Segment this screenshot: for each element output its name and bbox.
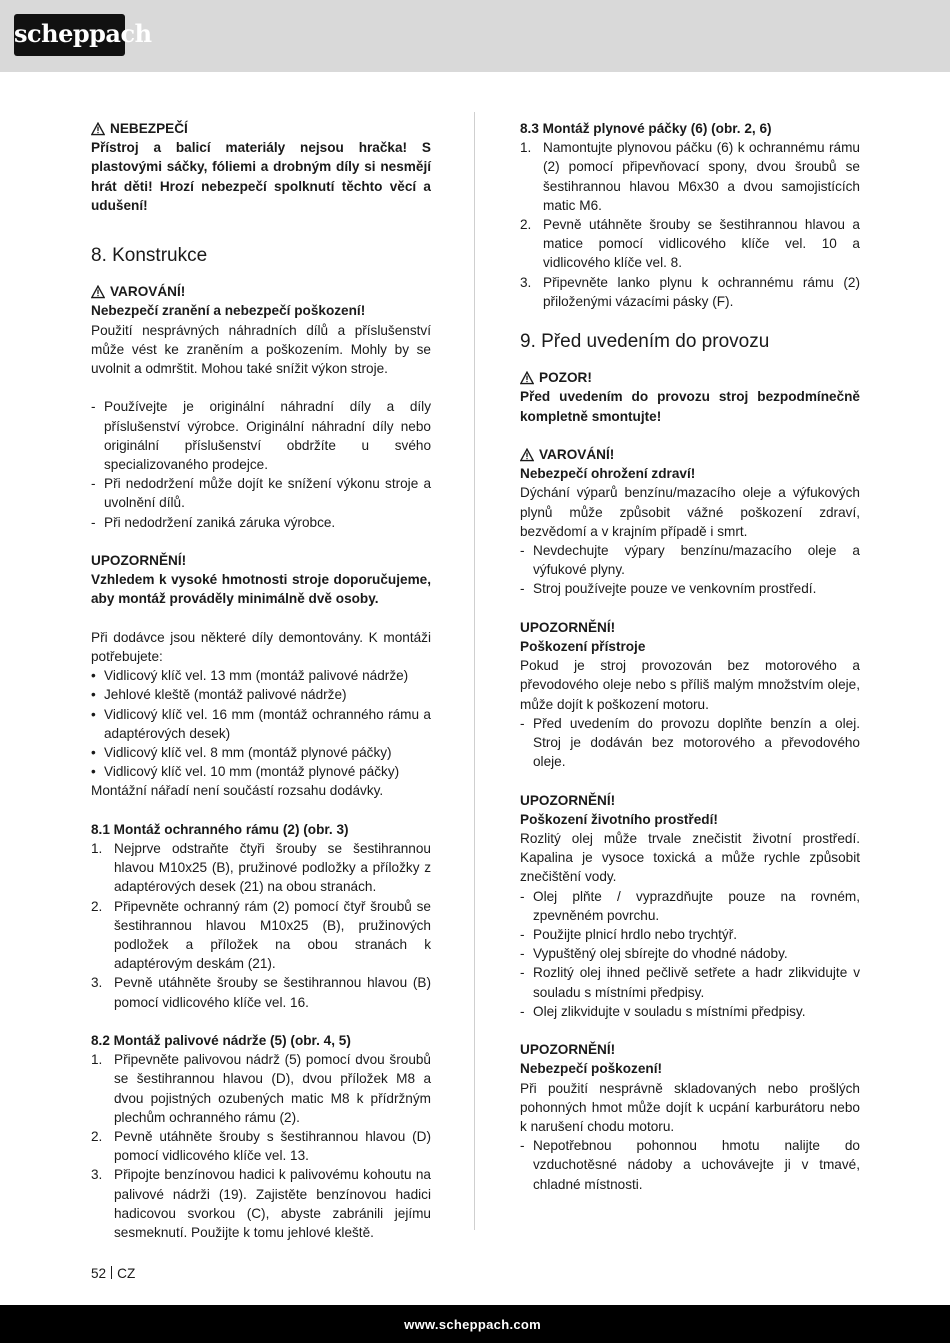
section-8-3 [520, 119, 860, 311]
footer-separator [111, 1266, 112, 1279]
column-divider [474, 112, 475, 1230]
caution-block [520, 368, 860, 426]
danger-heading: NEBEZPEČÍ [110, 121, 188, 136]
warning-triangle-icon [91, 285, 105, 299]
scheppach-logo[interactable]: scheppach [14, 14, 125, 56]
notice-subheading: Poškození přístroje [520, 639, 646, 655]
list-item: • Vidlicový klíč vel. 8 mm (montáž plynové páčky) [91, 745, 392, 761]
list-item: • Vidlicový klíč vel. 13 mm (montáž palivové nádrže) [91, 668, 409, 684]
bottom-bar [0, 1305, 950, 1343]
section-8-1 [91, 820, 431, 1012]
list-item: - Rozlitý olej ihned pečlivě setřete a hadr zlikvidujte v souladu s místními předpisy. [520, 965, 860, 1000]
list-item: - Stroj používejte pouze ve venkovním prostředí. [520, 581, 817, 597]
warning-subheading: Nebezpečí ohrožení zdraví! [520, 466, 696, 482]
notice-text: Vzhledem k vysoké hmotnosti stroje doporučujeme, aby montáž prováděly minimálně dvě osoby. [91, 572, 431, 607]
website-link[interactable]: www.scheppach.com [404, 1317, 541, 1332]
left-column [91, 119, 431, 1261]
health-warning-block [520, 445, 860, 599]
notice-environment-block [520, 791, 860, 1021]
warning-triangle-icon [91, 122, 105, 136]
parts-dash-list [91, 397, 431, 531]
list-item: 3. Pevně utáhněte šrouby se šestihrannou hlavou (B) pomocí vidlicového klíče vel. 16. [91, 975, 431, 1010]
caution-text: Před uvedením do provozu stroj bezpodmínečně kompletně smontujte! [520, 389, 860, 424]
list-item: - Při nedodržení zaniká záruka výrobce. [91, 514, 336, 530]
section-8-2 [91, 1031, 431, 1242]
section-8-2-title: 8.2 Montáž palivové nádrže (5) (obr. 4, 5) [91, 1033, 351, 1049]
delivery-block [91, 628, 431, 801]
notice-heading: UPOZORNĚNÍ! [520, 792, 616, 808]
warning-triangle-icon [520, 371, 534, 385]
list-item: 1. Nejprve odstraňte čtyři šrouby se šestihrannou hlavou M10x25 (B), pružinové podložky a příložky z adaptérových desek (21) na obou stranách. [91, 841, 431, 895]
section-8-1-title: 8.1 Montáž ochranného rámu (2) (obr. 3) [91, 821, 349, 837]
list-item: - Olej plňte / vyprazdňujte pouze na rovném, zpevněném povrchu. [520, 888, 860, 923]
notice-block [91, 551, 431, 609]
warning-triangle-icon [520, 448, 534, 462]
notice-subheading: Nebezpečí poškození! [520, 1061, 663, 1077]
danger-text: Přístroj a balicí materiály nejsou hračka! S plastovými sáčky, fóliemi a drobným díly si nesmějí hrát děti! Hrozí nebezpečí spolknutí těchto věcí a udušení! [91, 140, 431, 213]
danger-block [91, 119, 431, 215]
list-item: - Použijte plnicí hrdlo nebo trychtýř. [520, 927, 738, 943]
warning-heading: VAROVÁNÍ! [110, 284, 186, 300]
tools-note: Montážní nářadí není součástí rozsahu dodávky. [91, 783, 384, 799]
warning-text: Dýchání výparů benzínu/mazacího oleje a výfukových plynů může způsobit vážné poškození zdraví, bezvědomí a v krajním případě i smrt. [520, 485, 860, 539]
warning-subheading: Nebezpečí zranění a nebezpečí poškození! [91, 303, 366, 319]
list-item: 1. Připevněte palivovou nádrž (5) pomocí dvou šroubů se šestihrannou hlavou (D), dvou příložek M8 a dvou pojistných ozubených matic M8 k přídržným plechům ochranného rámu (2). [91, 1052, 431, 1125]
section-9-title: 9. Před uvedením do provozu [520, 331, 770, 353]
notice-list [520, 1136, 860, 1194]
list-item: • Jehlové kleště (montáž palivové nádrže) [91, 687, 347, 703]
warning-text: Použití nesprávných náhradních dílů a příslušenství může vést ke zraněním a poškozením. Mohly by se uvolnit a odmrštit. Mohou také snížit výkon stroje. [91, 322, 431, 377]
notice-list [520, 714, 860, 772]
section-8-3-title: 8.3 Montáž plynové páčky (6) (obr. 2, 6) [520, 121, 772, 136]
list-item: 2. Připevněte ochranný rám (2) pomocí čtyř šroubů se šestihrannou hlavou M10x25 (B), pružinových podložek a příložek na obou stranách k adaptérovým deskám (21). [91, 898, 431, 972]
notice-text: Pokud je stroj provozován bez motorového a převodového oleje nebo s příliš malým množstvím oleje, může dojít k poškození motoru. [520, 658, 860, 712]
warning-list [520, 541, 860, 599]
notice-device-block [520, 618, 860, 772]
section-8-2-steps [91, 1050, 431, 1242]
notice-subheading: Poškození životního prostředí! [520, 811, 718, 827]
header-bar [0, 0, 950, 72]
right-column [520, 119, 860, 1213]
warning-heading: VAROVÁNÍ! [539, 447, 615, 463]
list-item: - Používejte je originální náhradní díly a díly příslušenství výrobce. Originální náhradní díly nebo originální příslušenství obdržíte u svého specializovaného prodejce. [91, 399, 431, 473]
list-item: 2. Pevně utáhněte šrouby se šestihrannou hlavou a matice pomocí vidlicového klíče vel. 10 a vidlicového klíče vel. 8. [520, 217, 860, 271]
section-8-1-steps [91, 839, 431, 1012]
delivery-intro: Při dodávce jsou některé díly demontovány. K montáži potřebujete: [91, 629, 431, 665]
caution-heading: POZOR! [539, 370, 592, 386]
notice-text: Rozlitý olej může trvale znečistit životní prostředí. Kapalina je vysoce toxická a může rychle způsobit znečištění vody. [520, 831, 860, 885]
list-item: - Nepotřebnou pohonnou hmotu nalijte do vzduchotěsné nádoby a uchovávejte ji v tmavé, chladné místnosti. [520, 1138, 860, 1192]
list-item: 1. Namontujte plynovou páčku (6) k ochrannému rámu (2) pomocí připevňovací spony, dvou šroubů se šestihrannou hlavou M6x30 a dvou samojistících matic M6. [520, 140, 860, 213]
notice-heading: UPOZORNĚNÍ! [520, 619, 616, 635]
notice-heading: UPOZORNĚNÍ! [91, 553, 187, 569]
notice-text: Při použití nesprávně skladovaných nebo prošlých pohonných hmot může dojít k ucpání karburátoru nebo k narušení chodu motoru. [520, 1080, 860, 1135]
list-item: - Nevdechujte výpary benzínu/mazacího oleje a výfukové plyny. [520, 543, 860, 578]
tools-list [91, 666, 431, 781]
list-item: - Při nedodržení může dojít ke snížení výkonu stroje a uvolnění dílů. [91, 476, 431, 511]
notice-damage-block [520, 1040, 860, 1194]
list-item: • Vidlicový klíč vel. 16 mm (montáž ochranného rámu a adaptérových desek) [91, 706, 431, 741]
list-item: 3. Připojte benzínovou hadici k palivovému kohoutu na palivové nádrži (19). Zajistěte benzínovou hadici hadicovou svorkou (C), abyste zabránili jejímu sesmeknutí. Použijte k tomu jehlové kleště. [91, 1167, 431, 1241]
warning-block [91, 282, 431, 378]
list-item: - Olej zlikvidujte v souladu s místními předpisy. [520, 1003, 806, 1019]
list-item: 2. Pevně utáhněte šrouby s šestihrannou hlavou (D) pomocí vidlicového klíče vel. 13. [91, 1129, 431, 1164]
list-item: - Vypuštěný olej sbírejte do vhodné nádoby. [520, 946, 788, 962]
list-item: 3. Připevněte lanko plynu k ochrannému rámu (2) přiloženými vázacími pásky (F). [520, 274, 860, 309]
language-code: CZ [117, 1266, 136, 1281]
section-8-title: 8. Konstrukce [91, 245, 208, 267]
list-item: - Před uvedením do provozu doplňte benzín a olej. Stroj je dodáván bez motorového a převodového oleje. [520, 715, 860, 770]
notice-heading: UPOZORNĚNÍ! [520, 1042, 616, 1058]
notice-list [520, 887, 860, 1021]
page-number: 52 [91, 1266, 107, 1281]
section-8-3-steps [520, 138, 860, 311]
list-item: • Vidlicový klíč vel. 10 mm (montáž plynové páčky) [91, 764, 400, 780]
page-footer [91, 1264, 135, 1283]
